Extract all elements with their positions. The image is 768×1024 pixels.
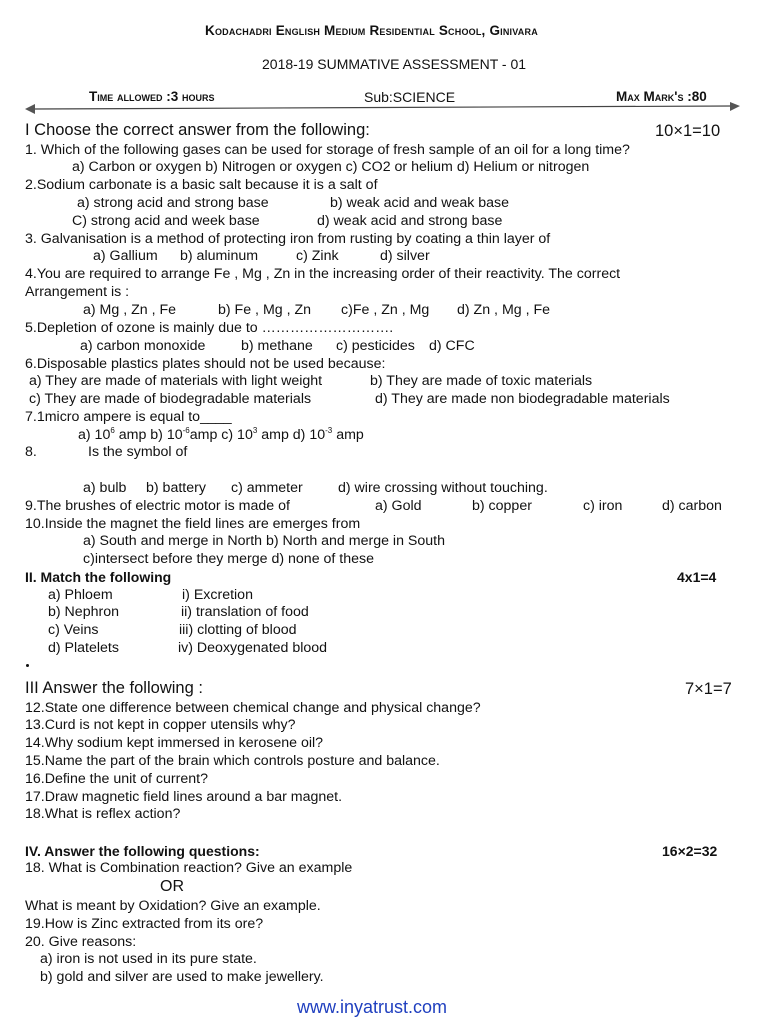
question-8-option-b: b) battery	[146, 480, 206, 496]
question-12: 12.State one difference between chemical change and physical change?	[25, 700, 481, 716]
or-separator: OR	[160, 878, 184, 895]
question-10: 10.Inside the magnet the field lines are emerges from	[25, 516, 361, 532]
question-9-option-c: c) iron	[583, 498, 623, 514]
question-16: 16.Define the unit of current?	[25, 771, 208, 787]
question-20-a: a) iron is not used in its pure state.	[40, 951, 257, 967]
question-8: Is the symbol of	[88, 444, 188, 460]
exponent-a: 6	[110, 426, 115, 435]
question-10-options-ab: a) South and merge in North b) North and merge in South	[83, 533, 445, 549]
section-4-title: IV. Answer the following questions:	[25, 843, 260, 859]
exponent-b: -6	[182, 426, 190, 435]
question-2: 2.Sodium carbonate is a basic salt because it is a salt of	[25, 177, 378, 193]
question-8-option-d: d) wire crossing without touching.	[338, 480, 548, 496]
question-14: 14.Why sodium kept immersed in kerosene oil?	[25, 735, 324, 751]
question-4-option-d: d) Zn , Mg , Fe	[457, 302, 551, 318]
question-9-option-a: a) Gold	[375, 498, 422, 514]
match-left-item: b) Nephron	[48, 604, 119, 620]
time-allowed: Time allowed :3 hours	[89, 89, 215, 104]
footer-link[interactable]: www.inyatrust.com	[297, 997, 448, 1017]
question-6: 6.Disposable plastics plates should not be used because:	[25, 356, 386, 372]
question-6-option-b: b) They are made of toxic materials	[370, 373, 593, 389]
section-3-marks: 7×1=7	[685, 680, 732, 698]
question-3: 3. Galvanisation is a method of protecting iron from rusting by coating a thin layer of	[25, 231, 551, 247]
exponent-c: 3	[252, 426, 258, 435]
question-9-option-b: b) copper	[472, 498, 532, 514]
question-9: 9.The brushes of electric motor is made of	[25, 498, 290, 514]
match-left-item: d) Platelets	[48, 640, 119, 656]
question-5-option-a: a) carbon monoxide	[80, 338, 206, 354]
header-divider-arrow	[25, 102, 740, 116]
question-1-options: a) Carbon or oxygen b) Nitrogen or oxygen c) CO2 or helium d) Helium or nitrogen	[72, 159, 590, 175]
match-right-item: ii) translation of food	[181, 604, 309, 620]
question-7-options	[78, 427, 364, 445]
question-17: 17.Draw magnetic field lines around a bar magnet.	[25, 789, 343, 805]
question-8-number: 8.	[25, 444, 37, 460]
question-13: 13.Curd is not kept in copper utensils why?	[25, 717, 296, 733]
question-3-option-d: d) silver	[380, 248, 430, 264]
question-8-option-c: c) ammeter	[231, 480, 303, 496]
question-7: 7.1micro ampere is equal to____	[25, 409, 232, 425]
max-marks: Max Mark's :80	[616, 89, 707, 104]
question-5-option-c: c) pesticides	[336, 338, 415, 354]
question-7-unit: amp	[332, 427, 364, 443]
question-18: 18. What is Combination reaction? Give an example	[25, 860, 353, 876]
question-2-option-a: a) strong acid and strong base	[77, 195, 269, 211]
question-4: 4.You are required to arrange Fe , Mg , Zn in the increasing order of their reactivity. The correct	[25, 266, 621, 282]
question-5-option-d: d) CFC	[429, 338, 475, 354]
question-4-continued: Arrangement is :	[25, 284, 130, 300]
question-20: 20. Give reasons:	[25, 934, 137, 950]
question-8-option-a: a) bulb	[83, 480, 127, 496]
question-4-option-b: b) Fe , Mg , Zn	[218, 302, 312, 318]
match-right-item: i) Excretion	[182, 587, 253, 603]
section-2-title: II. Match the following	[25, 569, 172, 585]
question-3-option-a: a) Gallium	[93, 248, 158, 264]
question-18-alternative: What is meant by Oxidation? Give an example.	[25, 898, 321, 914]
match-left-item: a) Phloem	[48, 587, 113, 603]
match-right-item: iv) Deoxygenated blood	[178, 640, 328, 656]
question-6-option-a: a) They are made of materials with light weight	[29, 373, 323, 389]
question-4-option-c: c)Fe , Zn , Mg	[341, 302, 430, 318]
question-7-option-c: amp c) 10	[189, 427, 253, 443]
question-2-option-b: b) weak acid and weak base	[330, 195, 510, 211]
section-1-title: I Choose the correct answer from the following:	[25, 121, 370, 139]
bullet-dot	[26, 664, 29, 667]
section-1-marks: 10×1=10	[655, 122, 721, 140]
question-4-option-a: a) Mg , Zn , Fe	[83, 302, 177, 318]
question-1: 1. Which of the following gases can be used for storage of fresh sample of an oil for a long time?	[25, 142, 630, 158]
question-6-option-c: c) They are made of biodegradable materials	[29, 391, 312, 407]
question-19: 19.How is Zinc extracted from its ore?	[25, 916, 264, 932]
question-9-option-d: d) carbon	[662, 498, 722, 514]
question-2-option-c: C) strong acid and week base	[72, 213, 260, 229]
section-2-marks: 4x1=4	[677, 569, 717, 585]
question-10-options-cd: c)intersect before they merge d) none of these	[83, 551, 375, 567]
question-2-option-d: d) weak acid and strong base	[317, 213, 503, 229]
exponent-d: -3	[325, 426, 333, 435]
question-15: 15.Name the part of the brain which controls posture and balance.	[25, 753, 440, 769]
question-3-option-c: c) Zink	[296, 248, 339, 264]
question-18-reflex: 18.What is reflex action?	[25, 806, 181, 822]
school-name: Kodachadri English Medium Residential School, Ginivara	[205, 23, 538, 38]
question-7-option-d: amp d) 10	[257, 427, 326, 443]
section-3-title: III Answer the following :	[25, 679, 203, 697]
question-5: 5.Depletion of ozone is mainly due to ……………………….	[25, 320, 394, 336]
match-left-item: c) Veins	[48, 622, 99, 638]
exam-title: 2018-19 SUMMATIVE ASSESSMENT - 01	[262, 56, 527, 72]
question-5-option-b: b) methane	[241, 338, 313, 354]
question-7-option-b: amp b) 10	[114, 427, 183, 443]
question-20-b: b) gold and silver are used to make jewellery.	[40, 969, 324, 985]
subject: Sub:SCIENCE	[364, 89, 456, 105]
section-4-marks: 16×2=32	[662, 843, 718, 859]
question-6-option-d: d) They are made non biodegradable materials	[375, 391, 670, 407]
match-right-item: iii) clotting of blood	[179, 622, 297, 638]
question-7-option-a: a) 10	[78, 427, 111, 443]
question-3-option-b: b) aluminum	[180, 248, 259, 264]
